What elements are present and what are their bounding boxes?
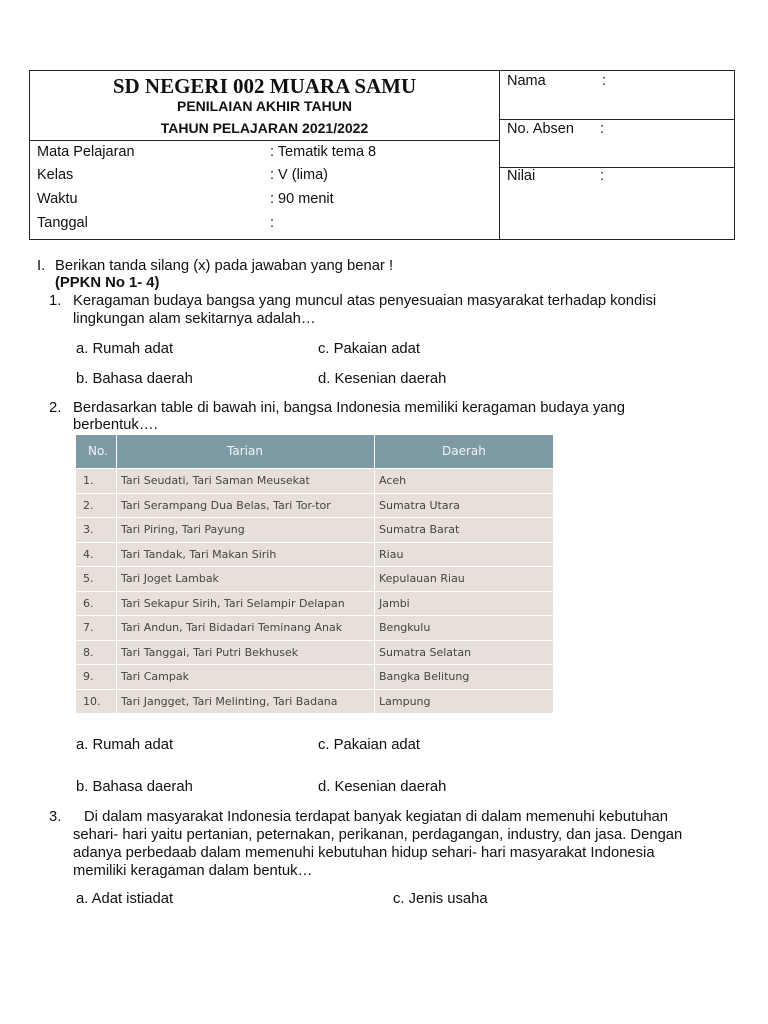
field-label: Waktu [37,191,78,207]
cell-daerah: Bangka Belitung [379,670,470,683]
cell-daerah: Kepulauan Riau [379,572,465,585]
nilai-label: Nilai [507,168,536,184]
answer-option[interactable]: a. Rumah adat [76,737,174,753]
field-value: : V (lima) [270,167,328,183]
question-number: 2. [49,400,62,416]
cell-daerah: Lampung [379,694,431,708]
answer-option[interactable]: b. Bahasa daerah [76,779,193,795]
nilai-colon: : [600,168,605,184]
column-divider [116,435,117,713]
table-row [76,689,553,714]
cell-tarian: Tari Joget Lambak [121,572,219,585]
absen-colon: : [600,121,605,137]
answer-option[interactable]: c. Jenis usaha [393,891,488,907]
cell-no: 5. [83,572,94,585]
section-subject: (PPKN No 1- 4) [55,275,160,291]
cell-daerah: Aceh [379,474,407,487]
question-number: 1. [49,293,62,309]
dance-table [76,435,553,713]
exam-header [29,70,735,240]
cell-no: 3. [83,523,94,536]
header-daerah: Daerah [442,444,486,458]
table-row [76,640,553,665]
answer-option[interactable]: b. Bahasa daerah [76,371,193,387]
cell-tarian: Tari Tanggai, Tari Putri Bekhusek [121,645,299,659]
cell-no: 2. [83,498,94,512]
cell-daerah: Jambi [379,596,410,610]
question-text: Keragaman budaya bangsa yang muncul atas penyesuaian masyarakat terhadap kondisi [73,293,657,309]
question-text: lingkungan alam sekitarnya adalah… [73,311,316,327]
header-rule [499,119,734,120]
header-rule [30,140,499,141]
cell-tarian: Tari Campak [121,670,189,683]
header-tarian: Tarian [227,444,263,458]
question-text: memiliki keragaman dalam bentuk… [73,863,313,879]
cell-tarian: Tari Jangget, Tari Melinting, Tari Badana [121,694,338,708]
field-value: : 90 menit [270,191,334,207]
answer-option[interactable]: a. Adat istiadat [76,891,174,907]
cell-no: 1. [83,474,94,487]
cell-no: 9. [83,670,94,683]
table-row [76,566,553,591]
cell-daerah: Riau [379,547,404,561]
table-row [76,517,553,542]
table-row [76,615,553,640]
cell-no: 7. [83,621,94,634]
table-row [76,542,553,567]
cell-tarian: Tari Seudati, Tari Saman Meusekat [121,474,310,487]
question-text: adanya perbedaab dalam memenuhi kebutuhan hidup sehari- hari masyarakat Indonesia [73,845,655,861]
exam-title: PENILAIAN AKHIR TAHUN [177,98,352,114]
section-instruction: Berikan tanda silang (x) pada jawaban yang benar ! [55,258,394,274]
field-label: Tanggal [37,215,88,231]
name-label: Nama [507,73,546,89]
cell-tarian: Tari Tandak, Tari Makan Sirih [121,547,277,561]
school-name: SD NEGERI 002 MUARA SAMU [112,74,417,98]
header-no: No. [88,444,108,458]
answer-option[interactable]: d. Kesenian daerah [318,371,447,387]
answer-option[interactable]: c. Pakaian adat [318,737,421,753]
header-divider [499,71,500,239]
cell-daerah: Sumatra Utara [379,498,460,512]
cell-daerah: Sumatra Selatan [379,645,472,659]
cell-tarian: Tari Sekapur Sirih, Tari Selampir Delapan [121,596,345,610]
field-value: : Tematik tema 8 [270,144,377,160]
column-divider [374,435,375,713]
cell-tarian: Tari Andun, Tari Bidadari Teminang Anak [121,621,343,634]
table-row [76,468,553,493]
cell-no: 4. [83,547,94,561]
table-row [76,591,553,616]
table-header [76,435,553,468]
question-text: Berdasarkan table di bawah ini, bangsa Indonesia memiliki keragaman budaya yang [73,400,625,416]
cell-no: 10. [83,694,101,708]
cell-tarian: Tari Piring, Tari Payung [121,523,245,536]
answer-option[interactable]: c. Pakaian adat [318,341,421,357]
table-row [76,664,553,689]
question-text: sehari- hari yaitu pertanian, peternakan, perikanan, perdagangan, industry, dan jasa. Dengan [73,827,683,843]
cell-tarian: Tari Serampang Dua Belas, Tari Tor-tor [121,498,331,512]
cell-no: 8. [83,645,94,659]
cell-daerah: Bengkulu [379,621,431,634]
table-row [76,493,553,518]
school-year: TAHUN PELAJARAN 2021/2022 [160,120,369,136]
cell-daerah: Sumatra Barat [379,523,460,536]
answer-option[interactable]: d. Kesenian daerah [318,779,447,795]
question-text: berbentuk…. [73,417,158,433]
absen-label: No. Absen [507,121,574,137]
section-numeral: I. [37,258,46,274]
question-text: Di dalam masyarakat Indonesia terdapat banyak kegiatan di dalam memenuhi kebutuhan [84,809,669,825]
field-value: : [270,215,275,231]
answer-option[interactable]: a. Rumah adat [76,341,174,357]
cell-no: 6. [83,596,94,610]
name-colon: : [602,73,607,89]
question-number: 3. [49,809,62,825]
field-label: Mata Pelajaran [37,144,135,160]
field-label: Kelas [37,167,74,183]
